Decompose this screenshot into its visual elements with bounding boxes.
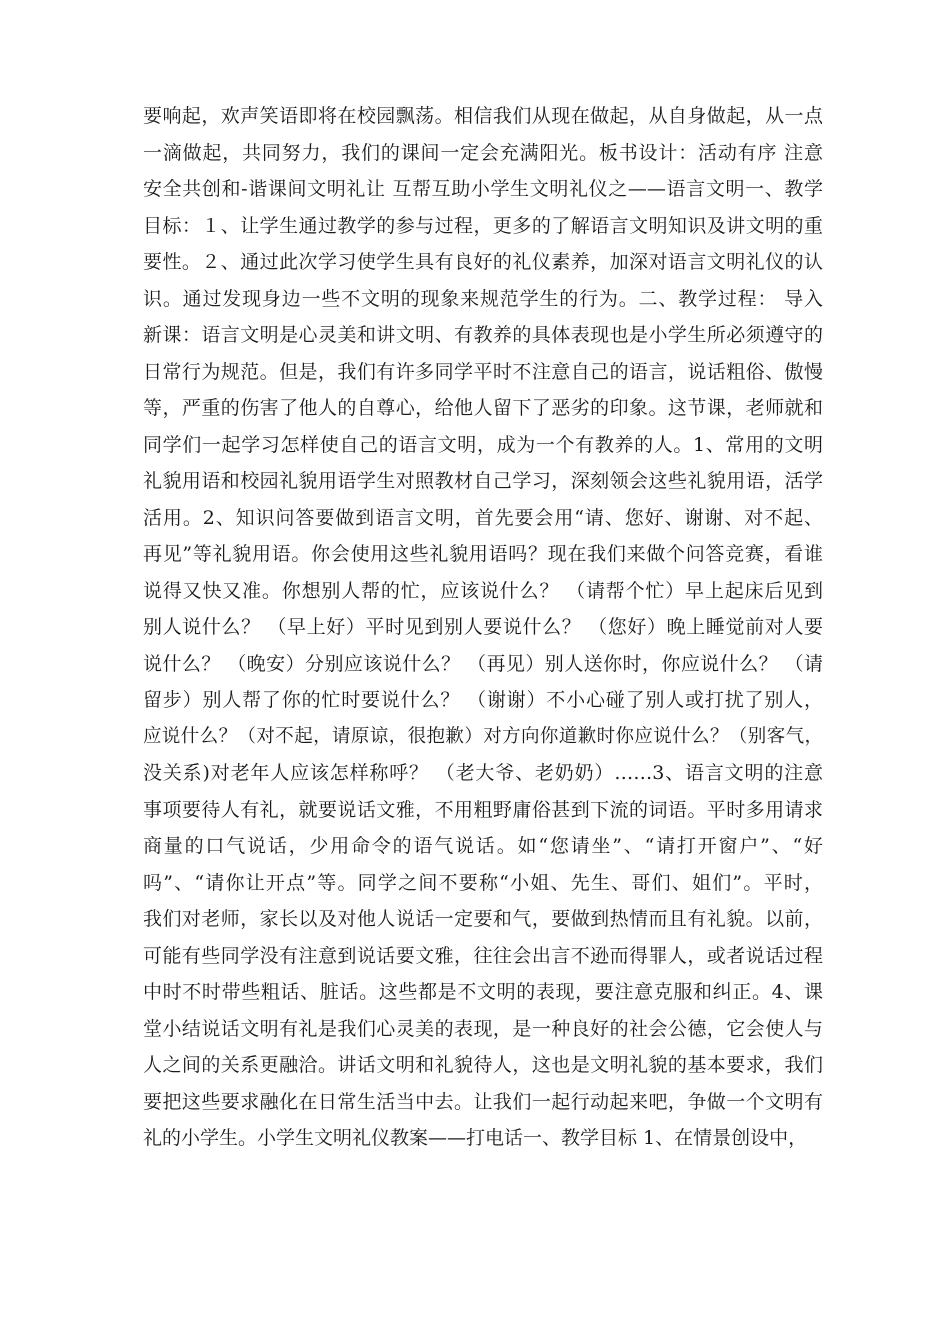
- text-line: 没关系)对老年人应该怎样称呼？ （老大爷、老奶奶）……3、语言文明的注意: [143, 762, 823, 784]
- text-line: 礼的小学生。小学生文明礼仪教案——打电话一、教学目标 1、在情景创设中，: [143, 1127, 808, 1149]
- text-line: 同学们一起学习怎样使自己的语言文明，成为一个有教养的人。1、常用的文明: [143, 433, 823, 456]
- text-line: 等，严重的伤害了他人的自尊心，给他人留下了恶劣的印象。这节课，老师就和: [143, 397, 823, 419]
- text-line: 堂小结说话文明有礼是我们心灵美的表现，是一种良好的社会公德，它会使人与: [143, 1017, 823, 1040]
- text-line: 吗”、“请你让开点”等。同学之间不要称“小姐、先生、哥们、姐们”。平时，: [143, 871, 823, 894]
- text-line: 要响起，欢声笑语即将在校园飘荡。相信我们从现在做起，从自身做起，从一点: [143, 105, 823, 127]
- text-line: 说什么？ （晚安）分别应该说什么？ （再见）别人送你时，你应说什么？ （请: [143, 652, 823, 675]
- text-line: 我们对老师，家长以及对他人说话一定要和气，要做到热情而且有礼貌。以前，: [143, 908, 823, 930]
- text-line: 别人说什么？ （早上好）平时见到别人要说什么？ （您好）晚上睡觉前对人要: [143, 616, 823, 638]
- text-line: 中时不时带些粗话、脏话。这些都是不文明的表现，要注意克服和纠正。4、课: [143, 981, 823, 1003]
- text-line: 商量的口气说话，少用命令的语气说话。如“您请坐”、“请打开窗户”、“好: [143, 835, 823, 857]
- text-line: 要把这些要求融化在日常生活当中去。让我们一起行动起来吧，争做一个文明有: [143, 1090, 823, 1113]
- text-line: 安全共创和-谐课间文明礼让 互帮互助小学生文明礼仪之——语言文明一、教学: [143, 178, 823, 200]
- body-text: [143, 98, 823, 1157]
- text-line: 目标：１、让学生通过教学的参与过程，更多的了解语言文明知识及讲文明的重: [143, 214, 823, 237]
- text-line: 留步）别人帮了你的忙时要说什么？ （谢谢）不小心碰了别人或打扰了别人，: [143, 689, 823, 711]
- text-line: 新课：语言文明是心灵美和讲文明、有教养的具体表现也是小学生所必须遵守的: [143, 324, 823, 346]
- text-line: 事项要待人有礼，就要说话文雅，不用粗野庸俗甚到下流的词语。平时多用请求: [143, 798, 823, 821]
- text-line: 一滴做起，共同努力，我们的课间一定会充满阳光。板书设计：活动有序 注意: [143, 141, 823, 164]
- text-line: 识。通过发现身边一些不文明的现象来规范学生的行为。二、教学过程： 导入: [143, 287, 823, 310]
- text-line: 人之间的关系更融洽。讲话文明和礼貌待人，这也是文明礼貌的基本要求，我们: [143, 1054, 823, 1076]
- text-line: 可能有些同学没有注意到说话要文雅，往往会出言不逊而得罪人，或者说话过程: [143, 944, 823, 967]
- text-line: 日常行为规范。但是，我们有许多同学平时不注意自己的语言，说话粗俗、傲慢: [143, 360, 823, 383]
- text-line: 说得又快又准。你想别人帮的忙，应该说什么？ （请帮个忙）早上起床后见到: [143, 579, 823, 602]
- text-line: 要性。２、通过此次学习使学生具有良好的礼仪素养，加深对语言文明礼仪的认: [143, 251, 823, 273]
- text-line: 应说什么？（对不起，请原谅，很抱歉）对方向你道歉时你应说什么？（别客气，: [143, 725, 823, 747]
- text-line: 活用。2、知识问答要做到语言文明，首先要会用“请、您好、谢谢、对不起、: [143, 506, 823, 529]
- text-line: 礼貌用语和校园礼貌用语学生对照教材自己学习，深刻领会这些礼貌用语，活学: [143, 470, 823, 492]
- text-line: 再见”等礼貌用语。你会使用这些礼貌用语吗？现在我们来做个问答竞赛，看谁: [143, 543, 823, 565]
